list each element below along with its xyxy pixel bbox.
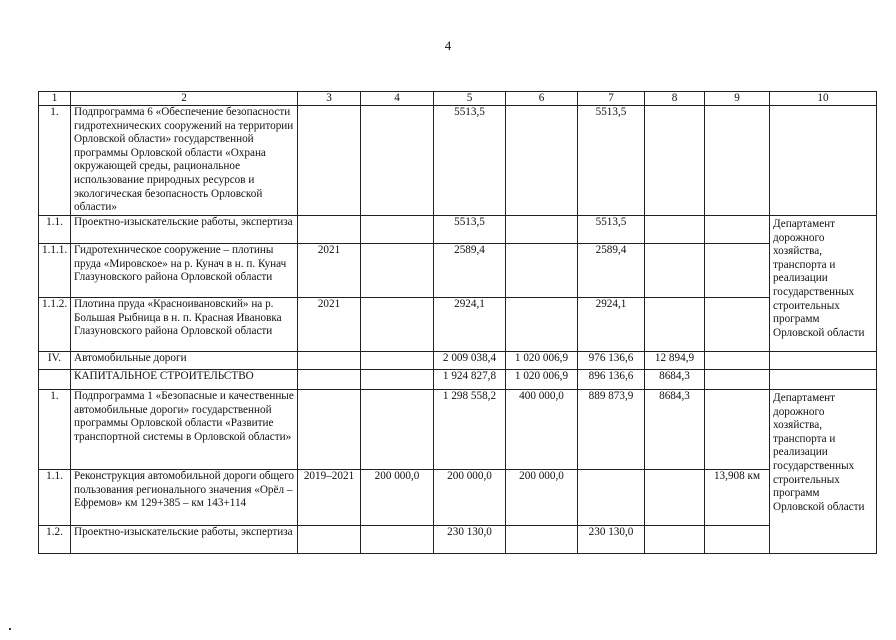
row-name: Плотина пруда «Красноивановский» на р. Большая Рыбница в н. п. Красная Ивановка Глазуновского района Орловской области xyxy=(71,298,298,352)
cell-col8: 8684,3 xyxy=(645,390,705,470)
cell-col6: 1 020 006,9 xyxy=(506,370,578,390)
cell-col9 xyxy=(705,106,770,216)
cell-col4 xyxy=(361,526,434,554)
cell-col9 xyxy=(705,216,770,244)
cell-col5: 230 130,0 xyxy=(434,526,506,554)
cell-col9: 13,908 км xyxy=(705,470,770,526)
cell-col4 xyxy=(361,106,434,216)
cell-col5: 1 298 558,2 xyxy=(434,390,506,470)
column-header: 8 xyxy=(645,92,705,106)
cell-year: 2021 xyxy=(298,298,361,352)
table-row xyxy=(39,370,877,390)
budget-table xyxy=(38,91,877,554)
cell-col7: 976 136,6 xyxy=(578,352,645,370)
cell-col7: 2924,1 xyxy=(578,298,645,352)
table-row xyxy=(39,298,877,352)
row-name: КАПИТАЛЬНОЕ СТРОИТЕЛЬСТВО xyxy=(71,370,298,390)
cell-col6 xyxy=(506,106,578,216)
row-name: Подпрограмма 6 «Обеспечение безопасности гидротехнических сооружений на территории Орловской области» государственной программы Орловской области «Охрана окружающей среды, рациональное использование природных ресурсов и экологическая безопасность Орловской области» xyxy=(71,106,298,216)
row-number: 1. xyxy=(39,390,71,470)
cell-col6 xyxy=(506,216,578,244)
table-row xyxy=(39,106,877,216)
cell-col7: 5513,5 xyxy=(578,106,645,216)
cell-col5: 5513,5 xyxy=(434,106,506,216)
cell-col4 xyxy=(361,370,434,390)
cell-col8: 8684,3 xyxy=(645,370,705,390)
table-row xyxy=(39,470,877,526)
cell-col7: 889 873,9 xyxy=(578,390,645,470)
cell-col7 xyxy=(578,470,645,526)
cell-year xyxy=(298,370,361,390)
cell-col6 xyxy=(506,244,578,298)
row-number: 1.2. xyxy=(39,526,71,554)
row-number xyxy=(39,370,71,390)
cell-col5: 2589,4 xyxy=(434,244,506,298)
row-name: Реконструкция автомобильной дороги общего пользования регионального значения «Орёл – Ефремов» км 129+385 – км 143+114 xyxy=(71,470,298,526)
cell-col4 xyxy=(361,390,434,470)
scan-speck xyxy=(9,628,11,630)
column-header: 4 xyxy=(361,92,434,106)
cell-col5: 2 009 038,4 xyxy=(434,352,506,370)
header-row xyxy=(39,92,877,106)
cell-col5: 5513,5 xyxy=(434,216,506,244)
cell-year xyxy=(298,216,361,244)
cell-col5: 200 000,0 xyxy=(434,470,506,526)
table-row xyxy=(39,390,877,470)
cell-year: 2021 xyxy=(298,244,361,298)
column-header: 2 xyxy=(71,92,298,106)
cell-col6 xyxy=(506,298,578,352)
cell-col6 xyxy=(506,526,578,554)
cell-col8: 12 894,9 xyxy=(645,352,705,370)
row-number: 1.1.2. xyxy=(39,298,71,352)
column-header: 5 xyxy=(434,92,506,106)
cell-col7: 5513,5 xyxy=(578,216,645,244)
column-header: 6 xyxy=(506,92,578,106)
cell-col8 xyxy=(645,470,705,526)
cell-col10 xyxy=(770,352,877,370)
cell-year xyxy=(298,106,361,216)
cell-col4 xyxy=(361,298,434,352)
cell-col7: 2589,4 xyxy=(578,244,645,298)
cell-col8 xyxy=(645,298,705,352)
table-row xyxy=(39,526,877,554)
column-header: 10 xyxy=(770,92,877,106)
cell-col10 xyxy=(770,370,877,390)
row-number: 1. xyxy=(39,106,71,216)
cell-col6: 200 000,0 xyxy=(506,470,578,526)
row-name: Проектно-изыскательские работы, экспертиза xyxy=(71,216,298,244)
cell-col9 xyxy=(705,390,770,470)
row-number: 1.1.1. xyxy=(39,244,71,298)
column-header: 7 xyxy=(578,92,645,106)
cell-col5: 1 924 827,8 xyxy=(434,370,506,390)
cell-col9 xyxy=(705,526,770,554)
cell-col6: 400 000,0 xyxy=(506,390,578,470)
cell-col9 xyxy=(705,244,770,298)
cell-col4 xyxy=(361,352,434,370)
cell-col6: 1 020 006,9 xyxy=(506,352,578,370)
row-name: Подпрограмма 1 «Безопасные и качественные автомобильные дороги» государственной программы Орловской области «Развитие транспортной системы в Орловской области» xyxy=(71,390,298,470)
column-header: 3 xyxy=(298,92,361,106)
cell-year xyxy=(298,526,361,554)
row-number: 1.1. xyxy=(39,216,71,244)
cell-col4 xyxy=(361,244,434,298)
cell-col9 xyxy=(705,298,770,352)
cell-col4: 200 000,0 xyxy=(361,470,434,526)
column-header: 1 xyxy=(39,92,71,106)
column-header: 9 xyxy=(705,92,770,106)
cell-col9 xyxy=(705,370,770,390)
cell-col10 xyxy=(770,106,877,216)
cell-year xyxy=(298,352,361,370)
cell-col8 xyxy=(645,216,705,244)
row-number: IV. xyxy=(39,352,71,370)
cell-col9 xyxy=(705,352,770,370)
cell-col8 xyxy=(645,244,705,298)
cell-col5: 2924,1 xyxy=(434,298,506,352)
page-number: 4 xyxy=(444,38,452,53)
cell-col8 xyxy=(645,106,705,216)
cell-col4 xyxy=(361,216,434,244)
cell-col7: 230 130,0 xyxy=(578,526,645,554)
department-cell: Департамент дорожного хозяйства, транспорта и реализации государственных строительных программ Орловской области xyxy=(770,390,877,554)
table-row xyxy=(39,352,877,370)
row-name: Проектно-изыскательские работы, экспертиза xyxy=(71,526,298,554)
table-row xyxy=(39,216,877,244)
cell-year: 2019–2021 xyxy=(298,470,361,526)
row-number: 1.1. xyxy=(39,470,71,526)
table-row xyxy=(39,244,877,298)
department-cell: Департамент дорожного хозяйства, транспорта и реализации государственных строительных программ Орловской области xyxy=(770,216,877,352)
row-name: Гидротехническое сооружение – плотины пруда «Мировское» на р. Кунач в н. п. Кунач Глазуновского района Орловской области xyxy=(71,244,298,298)
cell-col8 xyxy=(645,526,705,554)
row-name: Автомобильные дороги xyxy=(71,352,298,370)
cell-year xyxy=(298,390,361,470)
cell-col7: 896 136,6 xyxy=(578,370,645,390)
